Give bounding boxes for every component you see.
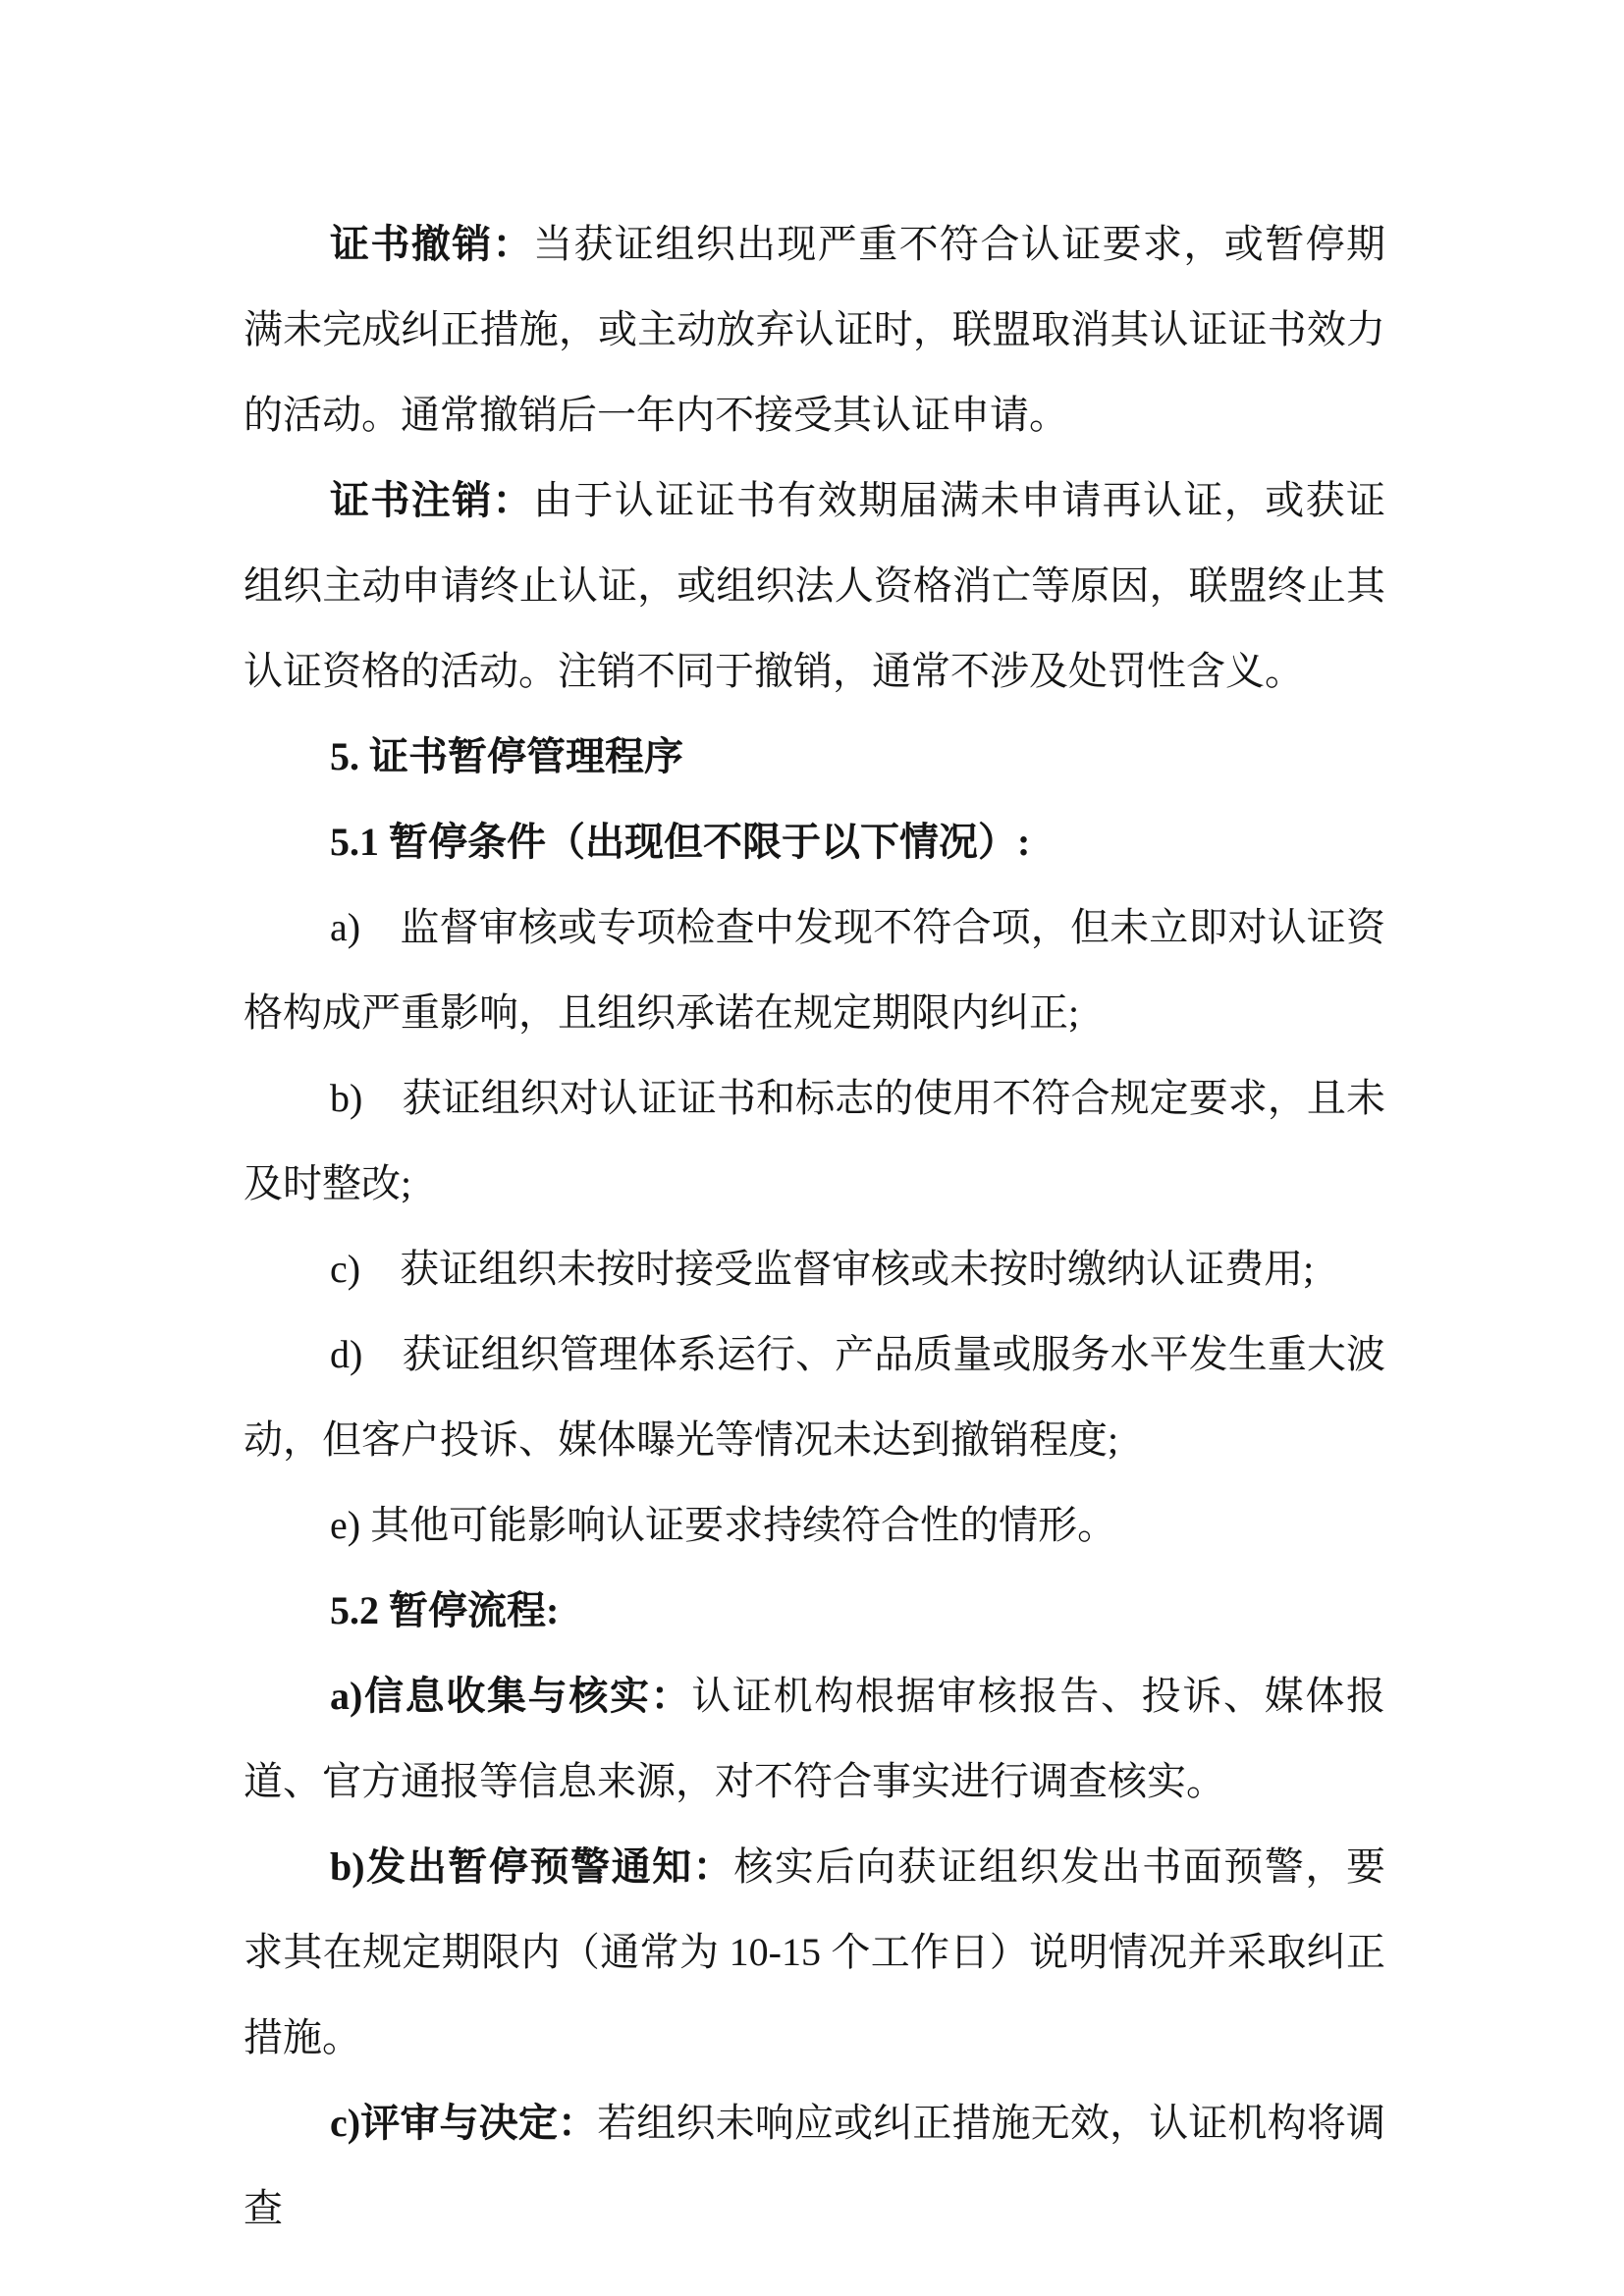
document-body: [244, 201, 1385, 2251]
paragraph: [244, 1226, 1385, 1311]
paragraph: [244, 1824, 1385, 2080]
bold-run: 5.2 暂停流程:: [330, 1588, 560, 1632]
text-run: e) 其他可能影响认证要求持续符合性的情形。: [330, 1503, 1117, 1547]
paragraph: [244, 884, 1385, 1055]
text-run: c) 获证组织未按时接受监督审核或未按时缴纳认证费用;: [330, 1247, 1315, 1291]
text-run: a) 监督审核或专项检查中发现不符合项，但未立即对认证资格构成严重影响，且组织承诺在规定期限内纠正;: [244, 905, 1385, 1035]
paragraph: [244, 201, 1385, 457]
heading: [244, 1568, 1385, 1653]
text-run: 当获证组织出现严重不符合认证要求，或暂停期满未完成纠正措施，或主动放弃认证时，联盟取消其认证证书效力的活动。通常撤销后一年内不接受其认证申请。: [244, 222, 1385, 437]
text-run: 由于认证证书有效期届满未申请再认证，或获证组织主动申请终止认证，或组织法人资格消亡等原因，联盟终止其认证资格的活动。注销不同于撤销，通常不涉及处罚性含义。: [244, 478, 1385, 693]
paragraph: [244, 457, 1385, 714]
bold-run: b)发出暂停预警通知：: [330, 1844, 734, 1889]
bold-run: 证书撤销：: [330, 222, 533, 266]
text-run: b) 获证组织对认证证书和标志的使用不符合规定要求，且未及时整改;: [244, 1076, 1385, 1205]
text-run: 核实后向获证组织发出书面预警，要求其在规定期限内（通常为 10-15 个工作日）说明情况并采取纠正措施。: [244, 1844, 1385, 2059]
paragraph: [244, 1055, 1385, 1226]
bold-run: 证书注销：: [330, 478, 533, 522]
bold-run: a)信息收集与核实：: [330, 1674, 692, 1718]
heading: [244, 799, 1385, 884]
text-run: 若组织未响应或纠正措施无效，认证机构将调查: [244, 2101, 1386, 2230]
bold-run: c)评审与决定：: [330, 2101, 598, 2145]
bold-run: 5. 证书暂停管理程序: [330, 734, 683, 778]
paragraph: [244, 2080, 1385, 2251]
paragraph: [244, 1653, 1385, 1824]
text-run: d) 获证组织管理体系运行、产品质量或服务水平发生重大波动，但客户投诉、媒体曝光等情况未达到撤销程度;: [244, 1332, 1385, 1462]
bold-run: 5.1 暂停条件（出现但不限于以下情况）:: [330, 820, 1031, 864]
paragraph: [244, 1482, 1385, 1568]
paragraph: [244, 1311, 1385, 1482]
heading: [244, 714, 1385, 799]
text-run: 认证机构根据审核报告、投诉、媒体报道、官方通报等信息来源，对不符合事实进行调查核实。: [244, 1674, 1385, 1803]
